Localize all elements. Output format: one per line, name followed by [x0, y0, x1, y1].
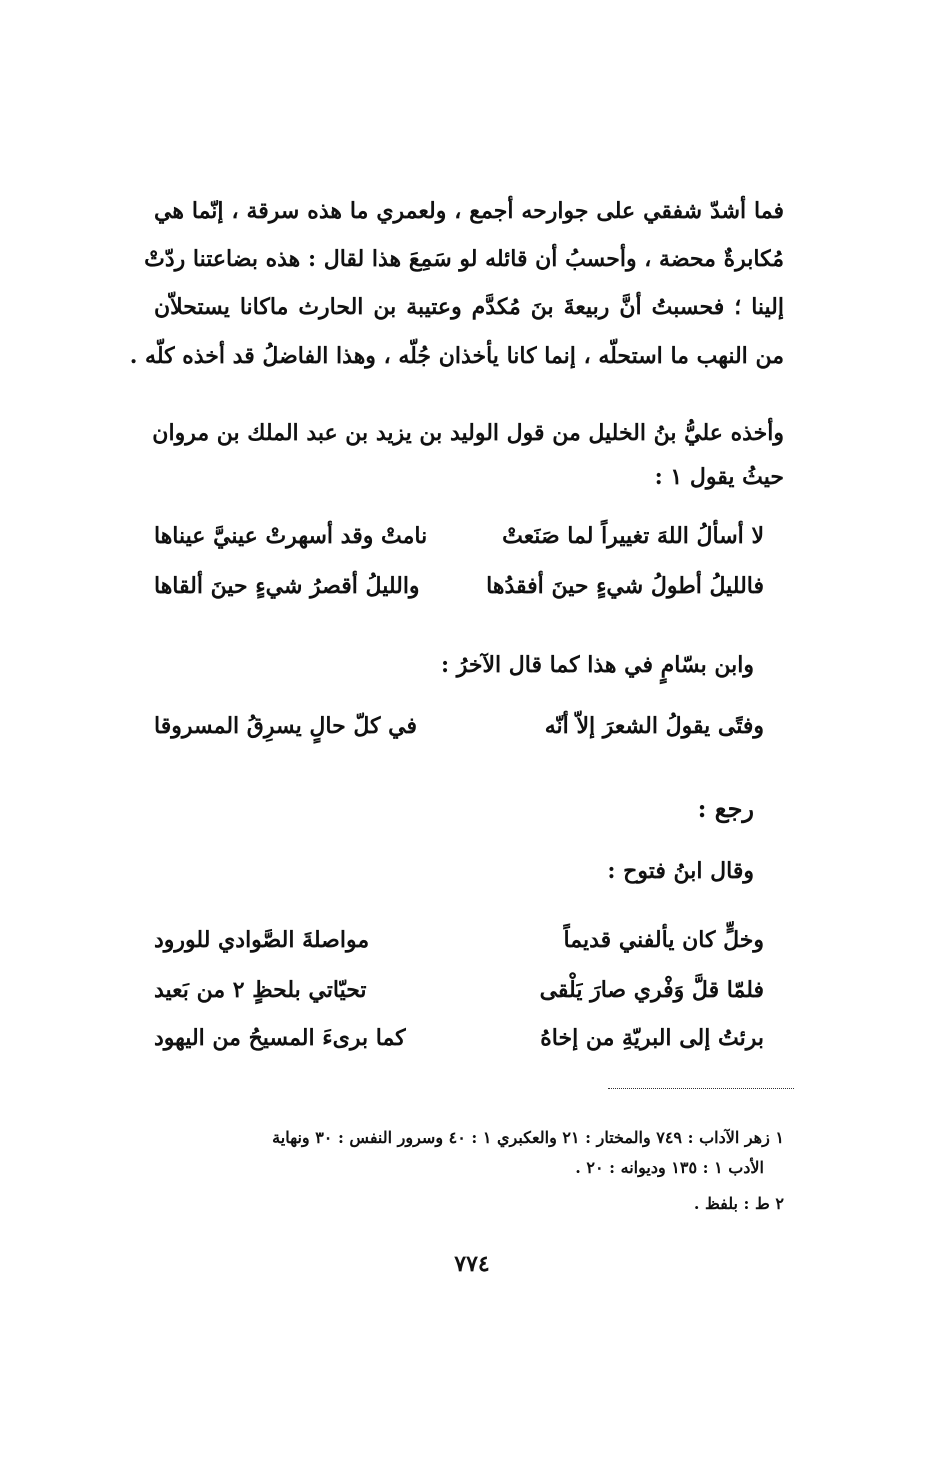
verse-second-hemistich: نامتْ وقد أسهرتْ عينيَّ عيناها [154, 523, 428, 549]
footnote-line: ٢ ط : بلفظ . [693, 1194, 784, 1213]
paragraph-line: إلينا ؛ فحسبتُ أنَّ ربيعةَ بنَ مُكدَّم وعتيبة بن الحارث ماكانا يستحلاّن [154, 294, 784, 320]
paragraph-line: حيثُ يقول ١ : [654, 464, 784, 490]
footnote-line: ١ زهر الآداب : ٧٤٩ والمختار : ٢١ والعكبري ١ : ٤٠ وسرور النفس : ٣٠ ونهاية [272, 1128, 784, 1147]
verse-first-hemistich: لا أسألُ اللهَ تغييراً لما صَنَعتْ [502, 523, 764, 549]
paragraph-line: وقال ابنُ فتوح : [607, 858, 754, 884]
section-heading: رجع : [697, 794, 754, 823]
verse-first-hemistich: فلمّا قلَّ وَفْري صارَ يَلْقى [539, 977, 764, 1003]
verse-line [154, 520, 764, 552]
verse-second-hemistich: تحيّاتي بلحظٍ ٢ من بَعيد [154, 977, 367, 1003]
verse-second-hemistich: مواصلةَ الصَّوادي للورود [154, 927, 370, 953]
verse-first-hemistich: وخلٍّ كان يألفني قديماً [563, 927, 764, 953]
verse-second-hemistich: في كلّ حالٍ يسرِقُ المسروقا [154, 713, 418, 739]
verse-line [154, 974, 764, 1006]
verse-first-hemistich: فالليلُ أطولُ شيءٍ حينَ أفقدُها [486, 573, 764, 599]
footnote-line: الأدب ١ : ١٣٥ وديوانه : ٢٠ . [575, 1158, 764, 1177]
verse-line [154, 570, 764, 602]
verse-second-hemistich: والليلُ أقصرُ شيءٍ حينَ ألقاها [154, 573, 420, 599]
paragraph-line: من النهب ما استحلّه ، إنما كانا يأخذان جُلّه ، وهذا الفاضلُ قد أخذه كلّه . [129, 343, 784, 369]
footnote-separator [608, 1088, 794, 1089]
verse-second-hemistich: كما برىءَ المسيحُ من اليهود [154, 1025, 406, 1051]
verse-line [154, 710, 764, 742]
paragraph-line: وابن بسّامٍ في هذا كما قال الآخرُ : [440, 652, 754, 678]
verse-line [154, 924, 764, 956]
verse-first-hemistich: برئتُ إلى البريّةِ من إخاهُ [540, 1025, 764, 1051]
verse-first-hemistich: وفتًى يقولُ الشعرَ إلاّ أنّه [544, 713, 764, 739]
page-number: ٧٧٤ [454, 1251, 490, 1277]
paragraph-line: فما أشدّ شفقي على جوارحه أجمع ، ولعمري ما هذه سرقة ، إنّما هي [154, 198, 784, 224]
verse-line [154, 1022, 764, 1054]
paragraph-line: مُكابرةٌ محضة ، وأحسبُ أن قائله لو سَمِعَ هذا لقال : هذه بضاعتنا ردّتْ [144, 246, 784, 272]
paragraph-line: وأخذه عليُّ بنُ الخليل من قول الوليد بن يزيد بن عبد الملك بن مروان [152, 420, 784, 446]
